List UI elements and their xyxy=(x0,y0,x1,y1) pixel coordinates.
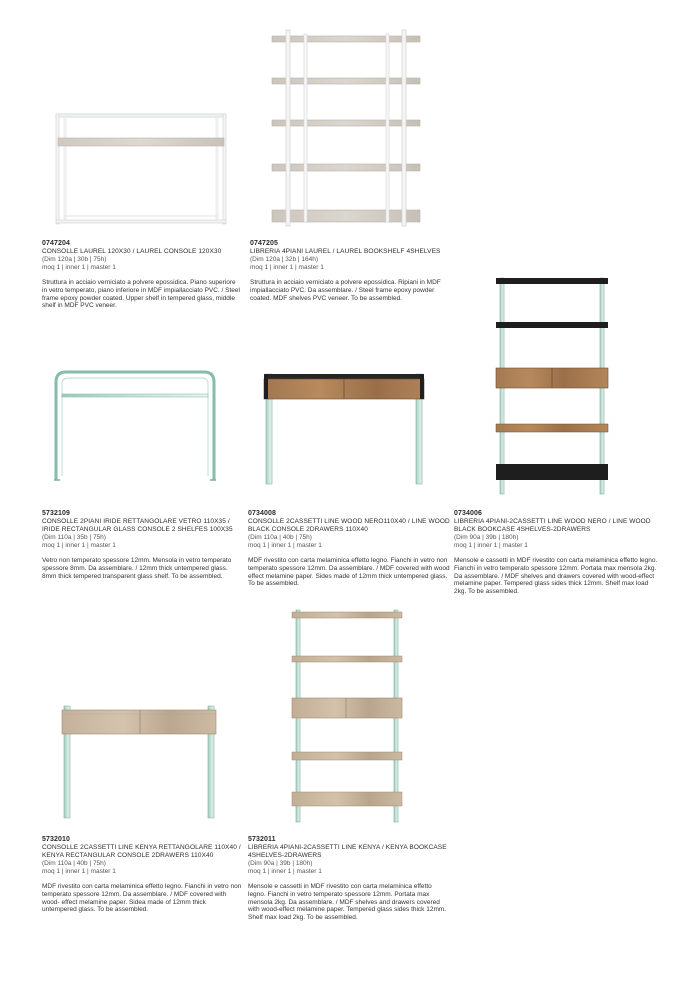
product-code: 5732010 xyxy=(42,836,70,843)
product-image-0734008 xyxy=(258,368,430,488)
product-description: Struttura in acciaio verniciato a polvere epossidica. Piano superiore in vetro temperato, piano inferiore in MDF impiallacciato PVC. / Steel frame epoxy powder coated. Upper shelf in tempered glass, middle shelf in MDF PVC veneer. xyxy=(42,279,240,310)
product-name: LIBRERIA 4PIANI-2CASSETTI LINE WOOD NERO / LINE WOOD BLACK BOOKCASE 4SHELVES-2DRAWERS xyxy=(454,518,651,533)
product-code: 0747204 xyxy=(42,240,70,247)
product-dimensions: (Dim 110a | 40b | 75h) xyxy=(42,860,106,867)
product-description: Struttura in acciaio verniciato a polvere epossidica. Ripiani in MDF impiallacciato PVC. Da assemblare. / Steel frame epoxy powder coated. MDF shelves PVC veneer. To be assembled. xyxy=(250,279,441,302)
product-moq: moq 1 | inner 1 | master 1 xyxy=(42,868,116,875)
product-5732109 xyxy=(42,510,242,580)
product-description: Vetro non temperato spessore 12mm. Mensola in vetro temperato spessore 8mm. Da assemblare. / 12mm thick untempered glass. 8mm thick tempered transparent glass shelf. To be assembled. xyxy=(42,557,232,580)
product-image-0747205 xyxy=(268,28,424,232)
product-5732011 xyxy=(248,836,448,922)
product-moq: moq 1 | inner 1 | master 1 xyxy=(42,542,116,549)
product-image-5732011 xyxy=(290,606,406,826)
product-image-0747204 xyxy=(50,108,232,230)
product-moq: moq 1 | inner 1 | master 1 xyxy=(250,264,324,271)
product-dimensions: (Dim 90a | 39b | 180h) xyxy=(248,860,313,867)
product-0747204 xyxy=(42,240,242,310)
product-dimensions: (Dim 120a | 32b | 164h) xyxy=(250,256,319,263)
product-name: CONSOLLE 2CASSETTI LINE WOOD NERO110X40 / LINE WOOD BLACK CONSOLE 2DRAWERS 110X40 xyxy=(248,518,450,533)
product-dimensions: (Dim 90a | 39b | 180h) xyxy=(454,534,519,541)
product-description: Mensole e cassetti in MDF rivestito con carta melaminica effetto legno. Fianchi in vetro temperato spessore 12mm. Portata max mensola 2kg. Da assemblare. / MDF shelves and drawers covered with wood-effect melamine paper. Tempered glass sides thick 12mm. Shelf max load 2kg. To be assembled. xyxy=(454,557,658,596)
product-code: 0747205 xyxy=(250,240,278,247)
product-name: CONSOLLE 2PIANI IRIDE RETTANGOLARE VETRO 110X35 / IRIDE RECTANGULAR GLASS CONSOLE 2 SHELFES 100X35 xyxy=(42,518,233,533)
product-image-0734006 xyxy=(492,272,612,498)
product-dimensions: (Dim 110a | 35b | 75h) xyxy=(42,534,106,541)
product-description: MDF rivestito con carta melaminica effetto legno. Fianchi in vetro non temperato spessore 12mm. Da assemblare. / MDF covered with wood effect melamine paper. Sides made of 12mm thick untempered glass. To be assembled. xyxy=(248,557,450,588)
product-0734008 xyxy=(248,510,450,588)
product-code: 0734008 xyxy=(248,510,276,517)
product-0747205 xyxy=(250,240,450,302)
product-image-5732010 xyxy=(56,700,222,822)
product-0734006 xyxy=(454,510,658,596)
product-dimensions: (Dim 110a | 40b | 75h) xyxy=(248,534,312,541)
product-name: LIBRERIA 4PIANI LAUREL / LAUREL BOOKSHELF 4SHELVES xyxy=(250,248,441,255)
product-name: CONSOLLE LAUREL 120X30 / LAUREL CONSOLE 120X30 xyxy=(42,248,222,255)
product-moq: moq 1 | inner 1 | master 1 xyxy=(454,542,528,549)
product-code: 0734006 xyxy=(454,510,482,517)
product-description: Mensole e cassetti in MDF rivestito con carta melaminica effetto legno. Fianchi in vetro temperato spessore 12mm. Portata max mensola 2kg. Da assemblare. / MDF shelves and drawers covered with wood-effect melamine paper. Tempered glass sides thick 12mm. Shelf max load 2kg. To be assembled. xyxy=(248,883,447,922)
product-code: 5732011 xyxy=(248,836,276,843)
product-moq: moq 1 | inner 1 | master 1 xyxy=(248,542,322,549)
product-image-5732109 xyxy=(50,366,220,484)
product-name: LIBRERIA 4PIANI-2CASSETTI LINE KENYA / KENYA BOOKCASE 4SHELVES-2DRAWERS xyxy=(248,844,447,859)
product-name: CONSOLLE 2CASSETTI LINE KENYA RETTANGOLARE 110X40 / KENYA RECTANGULAR CONSOLE 2DRAWERS 110X40 xyxy=(42,844,241,859)
product-description: MDF rivestito con carta melaminica effetto legno. Fianchi in vetro non temperato spessore 12mm. Da assemblare. / MDF covered with wood- effect melamine paper. Sidea made of 12mm thick untempered glass. To be assembled. xyxy=(42,883,242,914)
product-moq: moq 1 | inner 1 | master 1 xyxy=(248,868,322,875)
product-dimensions: (Dim 120a | 30b | 75h) xyxy=(42,256,107,263)
product-moq: moq 1 | inner 1 | master 1 xyxy=(42,264,116,271)
product-5732010 xyxy=(42,836,242,914)
product-code: 5732109 xyxy=(42,510,70,517)
